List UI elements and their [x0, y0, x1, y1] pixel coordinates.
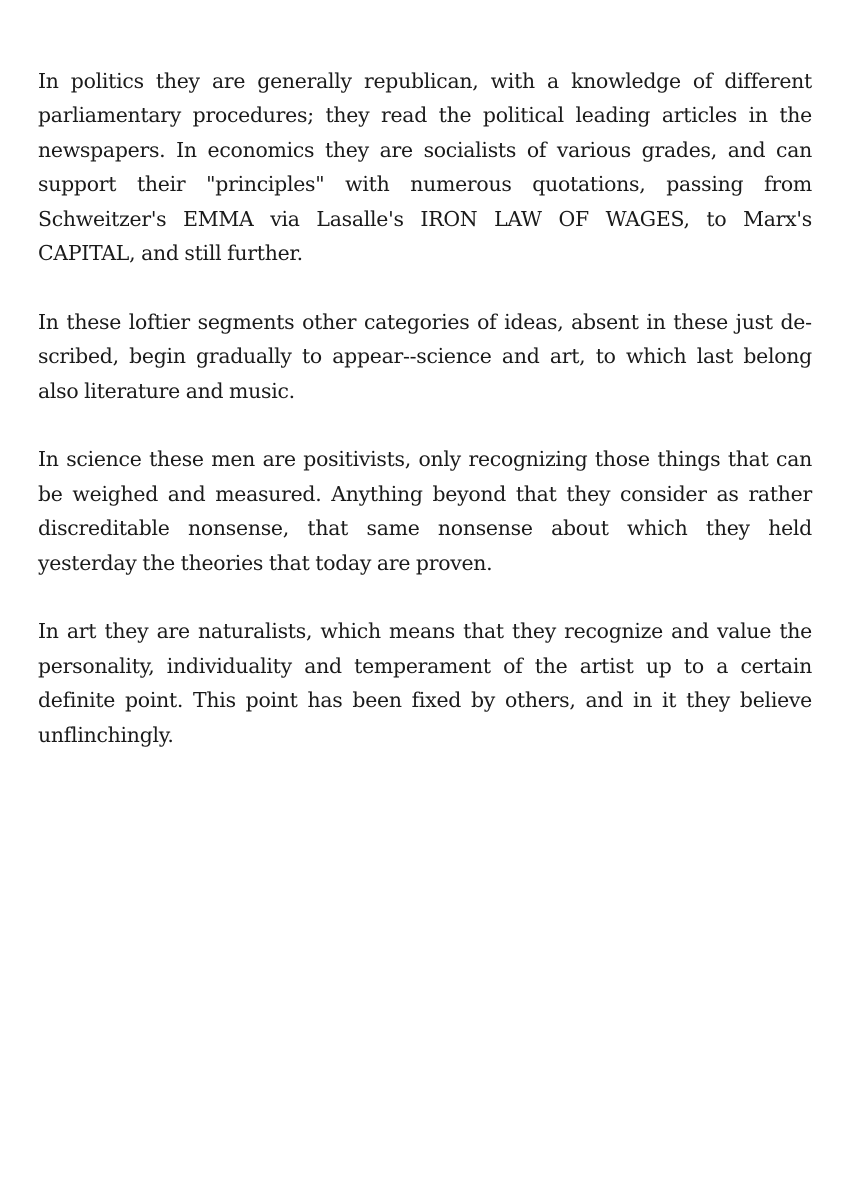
document-body: [38, 64, 812, 786]
paragraph-science: In science these men are positivists, only recognizing those things that can be weighed and measured. Anything beyond that they consider as rather discreditable nonsense, that same nonsense about which they held yesterday the theories that today are proven.: [38, 447, 812, 575]
paragraph-politics: In politics they are generally republican, with a knowledge of different parliamentary procedures; they read the political leading articles in the newspapers. In economics they are socialists of various grades, and can support their "principles" with numerous quotations, passing from Schweitzer's EMMA via Lasalle's IRON LAW OF WAGES, to Marx's CAPITAL, and still further.: [38, 69, 812, 266]
paragraph-loftier-segments: In these loftier segments other categories of ideas, absent in these just described, begin gradually to appear--science and art, to which last belong also literature and music.: [38, 309, 812, 403]
paragraph-art: In art they are naturalists, which means that they recognize and value the personality, individuality and temperament of the artist up to a certain definite point. This point has been fixed by others, and in it they believe unflinchingly.: [38, 619, 812, 747]
